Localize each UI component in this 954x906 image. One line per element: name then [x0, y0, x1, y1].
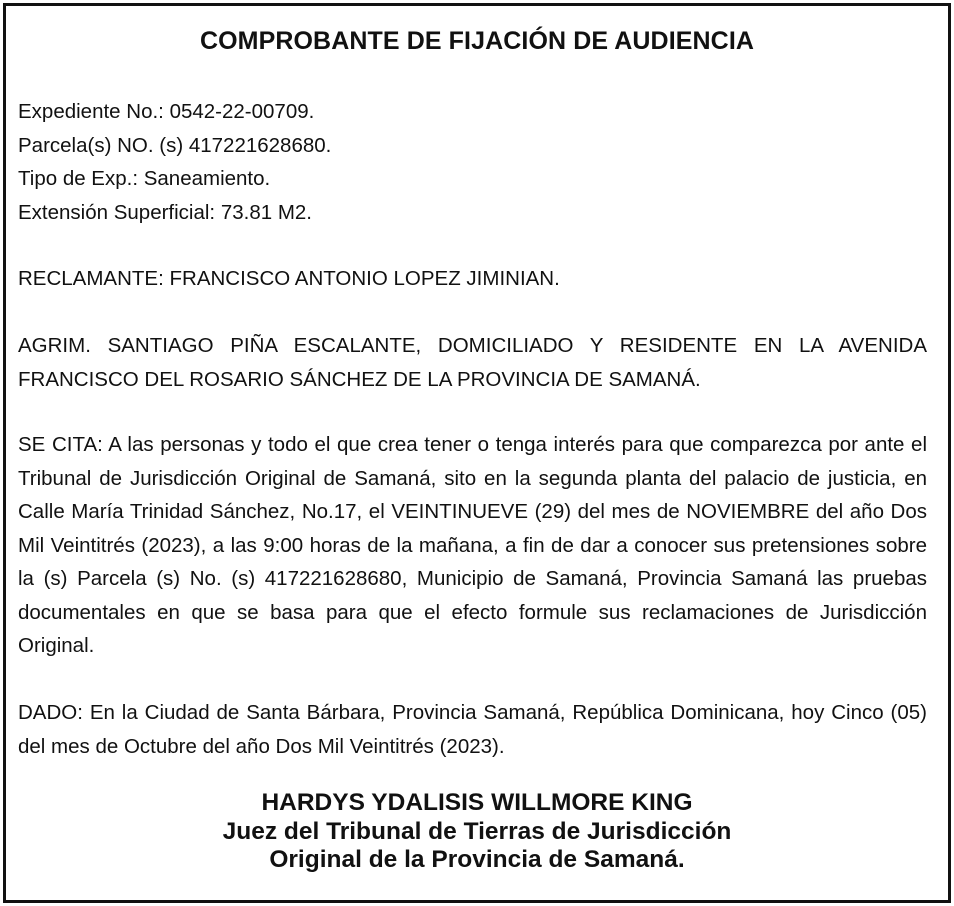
document-title: COMPROBANTE DE FIJACIÓN DE AUDIENCIA [199, 27, 755, 55]
se-cita-paragraph: SE CITA: A las personas y todo el que crea tener o tenga interés para que comparezca por ante el Tribunal de Jurisdicción Original de Samaná, sito en la segunda planta del palacio de justicia, en Calle María Trinidad Sánchez, No.17, el VEINTINUEVE (29) del mes de NOVIEMBRE del año Dos Mil Veintitrés (2023), a las 9:00 horas de la mañana, a fin de dar a conocer sus pretensiones sobre la (s) Parcela (s) No. (s) 417221628680, Municipio de Samaná, Provincia Samaná las pruebas documentales en que se basa para que el efecto formule sus reclamaciones de Jurisdicción Original. [18, 433, 927, 657]
extension-line: Extensión Superficial: 73.81 M2. [18, 200, 312, 224]
judge-name: HARDYS YDALISIS WILLMORE KING [261, 789, 693, 816]
dado-paragraph: DADO: En la Ciudad de Santa Bárbara, Provincia Samaná, República Dominicana, hoy Cinco (05) del mes de Octubre del año Dos Mil Veintitrés (2023). [18, 701, 927, 758]
judge-title-line-1: Juez del Tribunal de Tierras de Jurisdicción [222, 817, 732, 845]
tipo-exp-line: Tipo de Exp.: Saneamiento. [18, 167, 271, 190]
parcela-line: Parcela(s) NO. (s) 417221628680. [18, 133, 332, 157]
case-details [18, 95, 927, 229]
judge-title-line-2: Original de la Provincia de Samaná. [269, 846, 685, 873]
expediente-line: Expediente No.: 0542-22-00709. [18, 100, 315, 123]
reclamante-line: RECLAMANTE: FRANCISCO ANTONIO LOPEZ JIMINIAN. [18, 267, 560, 290]
agrimensor-paragraph: AGRIM. SANTIAGO PIÑA ESCALANTE, DOMICILIADO Y RESIDENTE EN LA AVENIDA FRANCISCO DEL ROSARIO SÁNCHEZ DE LA PROVINCIA DE SAMANÁ. [18, 334, 927, 391]
signature-block [0, 789, 954, 875]
